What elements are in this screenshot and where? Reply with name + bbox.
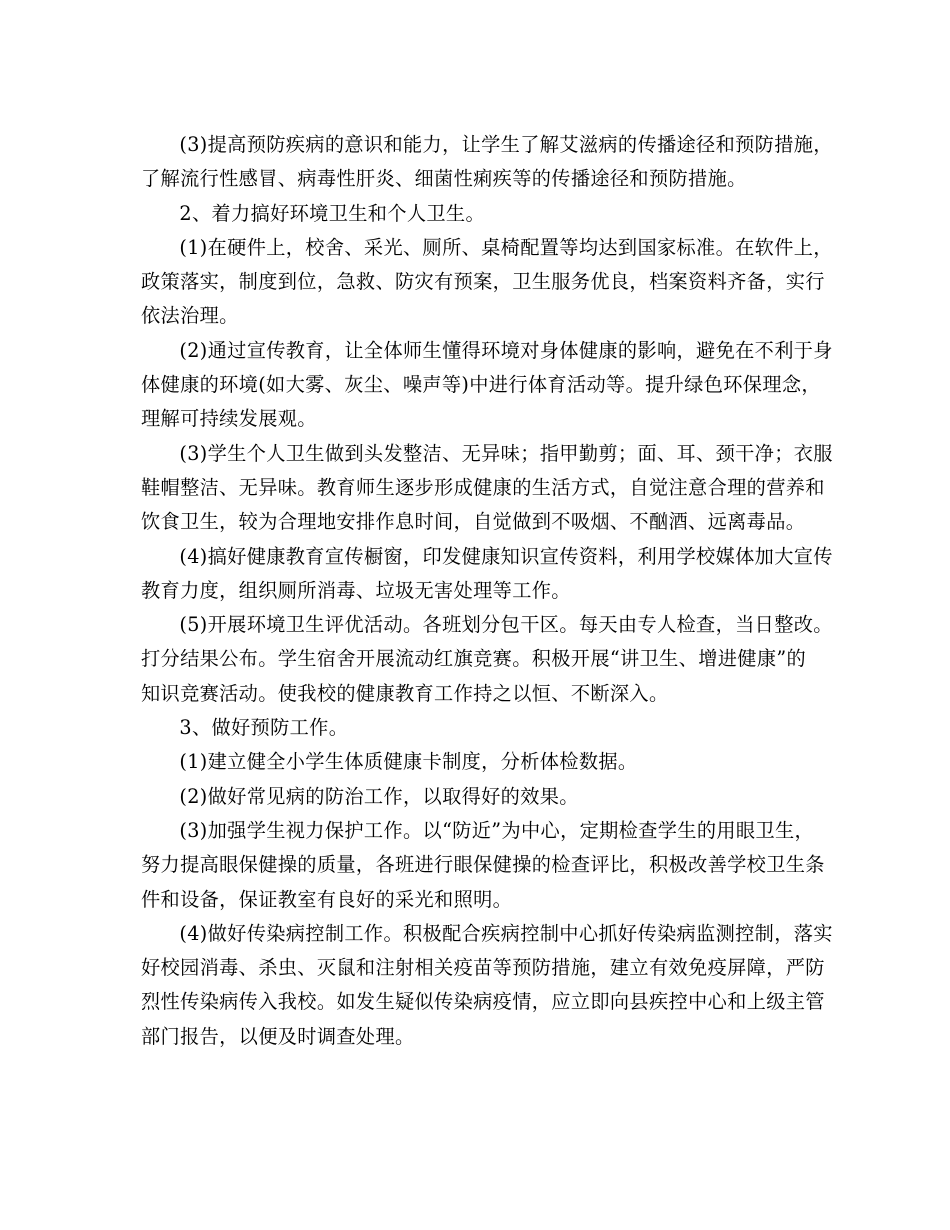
text-line: 打分结果公布。学生宿舍开展流动红旗竞赛。积极开展“讲卫生、增进健康”的 xyxy=(141,647,807,671)
text-line: (2)通过宣传教育，让全体师生懂得环境对身体健康的影响，避免在不利于身 xyxy=(179,338,833,362)
text-line: (4)搞好健康教育宣传橱窗，印发健康知识宣传资料，利用学校媒体加大宣传 xyxy=(179,544,833,568)
text-line: 理解可持续发展观。 xyxy=(141,407,317,431)
paragraph-hardware-software xyxy=(141,231,833,334)
section-heading-hygiene xyxy=(141,197,809,231)
text-line: 鞋帽整洁、无异味。教育师生逐步形成健康的生活方式，自觉注意合理的营养和 xyxy=(141,475,825,499)
text-line: 件和设备，保证教室有良好的采光和照明。 xyxy=(141,887,513,911)
text-line: 3、做好预防工作。 xyxy=(179,716,349,740)
text-line: 体健康的环境(如大雾、灰尘、噪声等)中进行体育活动等。提升绿色环保理念， xyxy=(141,373,821,397)
text-line: 了解流行性感冒、病毒性肝炎、细菌性痢疾等的传播途径和预防措施。 xyxy=(141,167,747,191)
document-body xyxy=(141,128,833,1054)
text-line: 2、着力搞好环境卫生和个人卫生。 xyxy=(179,201,486,225)
paragraph-common-disease xyxy=(141,780,809,814)
text-line: (5)开展环境卫生评优活动。各班划分包干区。每天由专人检查，当日整改。 xyxy=(179,613,833,637)
paragraph-vision-protection xyxy=(141,814,825,917)
paragraph-health-awareness xyxy=(141,128,833,197)
text-line: 政策落实，制度到位，急救、防灾有预案，卫生服务优良，档案资料齐备，实行 xyxy=(141,270,825,294)
text-line: (1)在硬件上，校舍、采光、厕所、桌椅配置等均达到国家标准。在软件上， xyxy=(179,235,833,259)
text-line: 好校园消毒、杀虫、灭鼠和注射相关疫苗等预防措施，建立有效免疫屏障，严防 xyxy=(141,956,825,980)
text-line: (4)做好传染病控制工作。积极配合疾病控制中心抓好传染病监测控制，落实 xyxy=(179,921,833,945)
text-line: 依法治理。 xyxy=(141,304,239,328)
text-line: (3)提高预防疾病的意识和能力，让学生了解艾滋病的传播途径和预防措施， xyxy=(179,133,833,156)
text-line: 努力提高眼保健操的质量，各班进行眼保健操的检查评比，积极改善学校卫生条 xyxy=(141,853,825,877)
text-line: (1)建立健全小学生体质健康卡制度，分析体检数据。 xyxy=(179,750,638,774)
paragraph-infection-control xyxy=(141,917,833,1054)
text-line: (3)加强学生视力保护工作。以“防近”为中心，定期检查学生的用眼卫生， xyxy=(179,818,815,842)
text-line: (2)做好常见病的防治工作，以取得好的效果。 xyxy=(179,784,579,808)
text-line: 部门报告，以便及时调查处理。 xyxy=(141,1024,415,1048)
paragraph-environment-education xyxy=(141,334,833,437)
text-line: (3)学生个人卫生做到头发整洁、无异味；指甲勤剪；面、耳、颈干净；衣服 xyxy=(179,441,833,465)
paragraph-evaluation xyxy=(141,608,833,711)
section-heading-prevention xyxy=(141,711,809,745)
paragraph-health-card xyxy=(141,745,809,779)
text-line: 饮食卫生，较为合理地安排作息时间，自觉做到不吸烟、不酗酒、远离毒品。 xyxy=(141,510,806,534)
text-line: 烈性传染病传入我校。如发生疑似传染病疫情，应立即向县疾控中心和上级主管 xyxy=(141,990,825,1014)
text-line: 教育力度，组织厕所消毒、垃圾无害处理等工作。 xyxy=(141,578,571,602)
paragraph-personal-hygiene xyxy=(141,437,833,540)
text-line: 知识竞赛活动。使我校的健康教育工作持之以恒、不断深入。 xyxy=(141,681,669,705)
paragraph-publicity xyxy=(141,540,833,609)
